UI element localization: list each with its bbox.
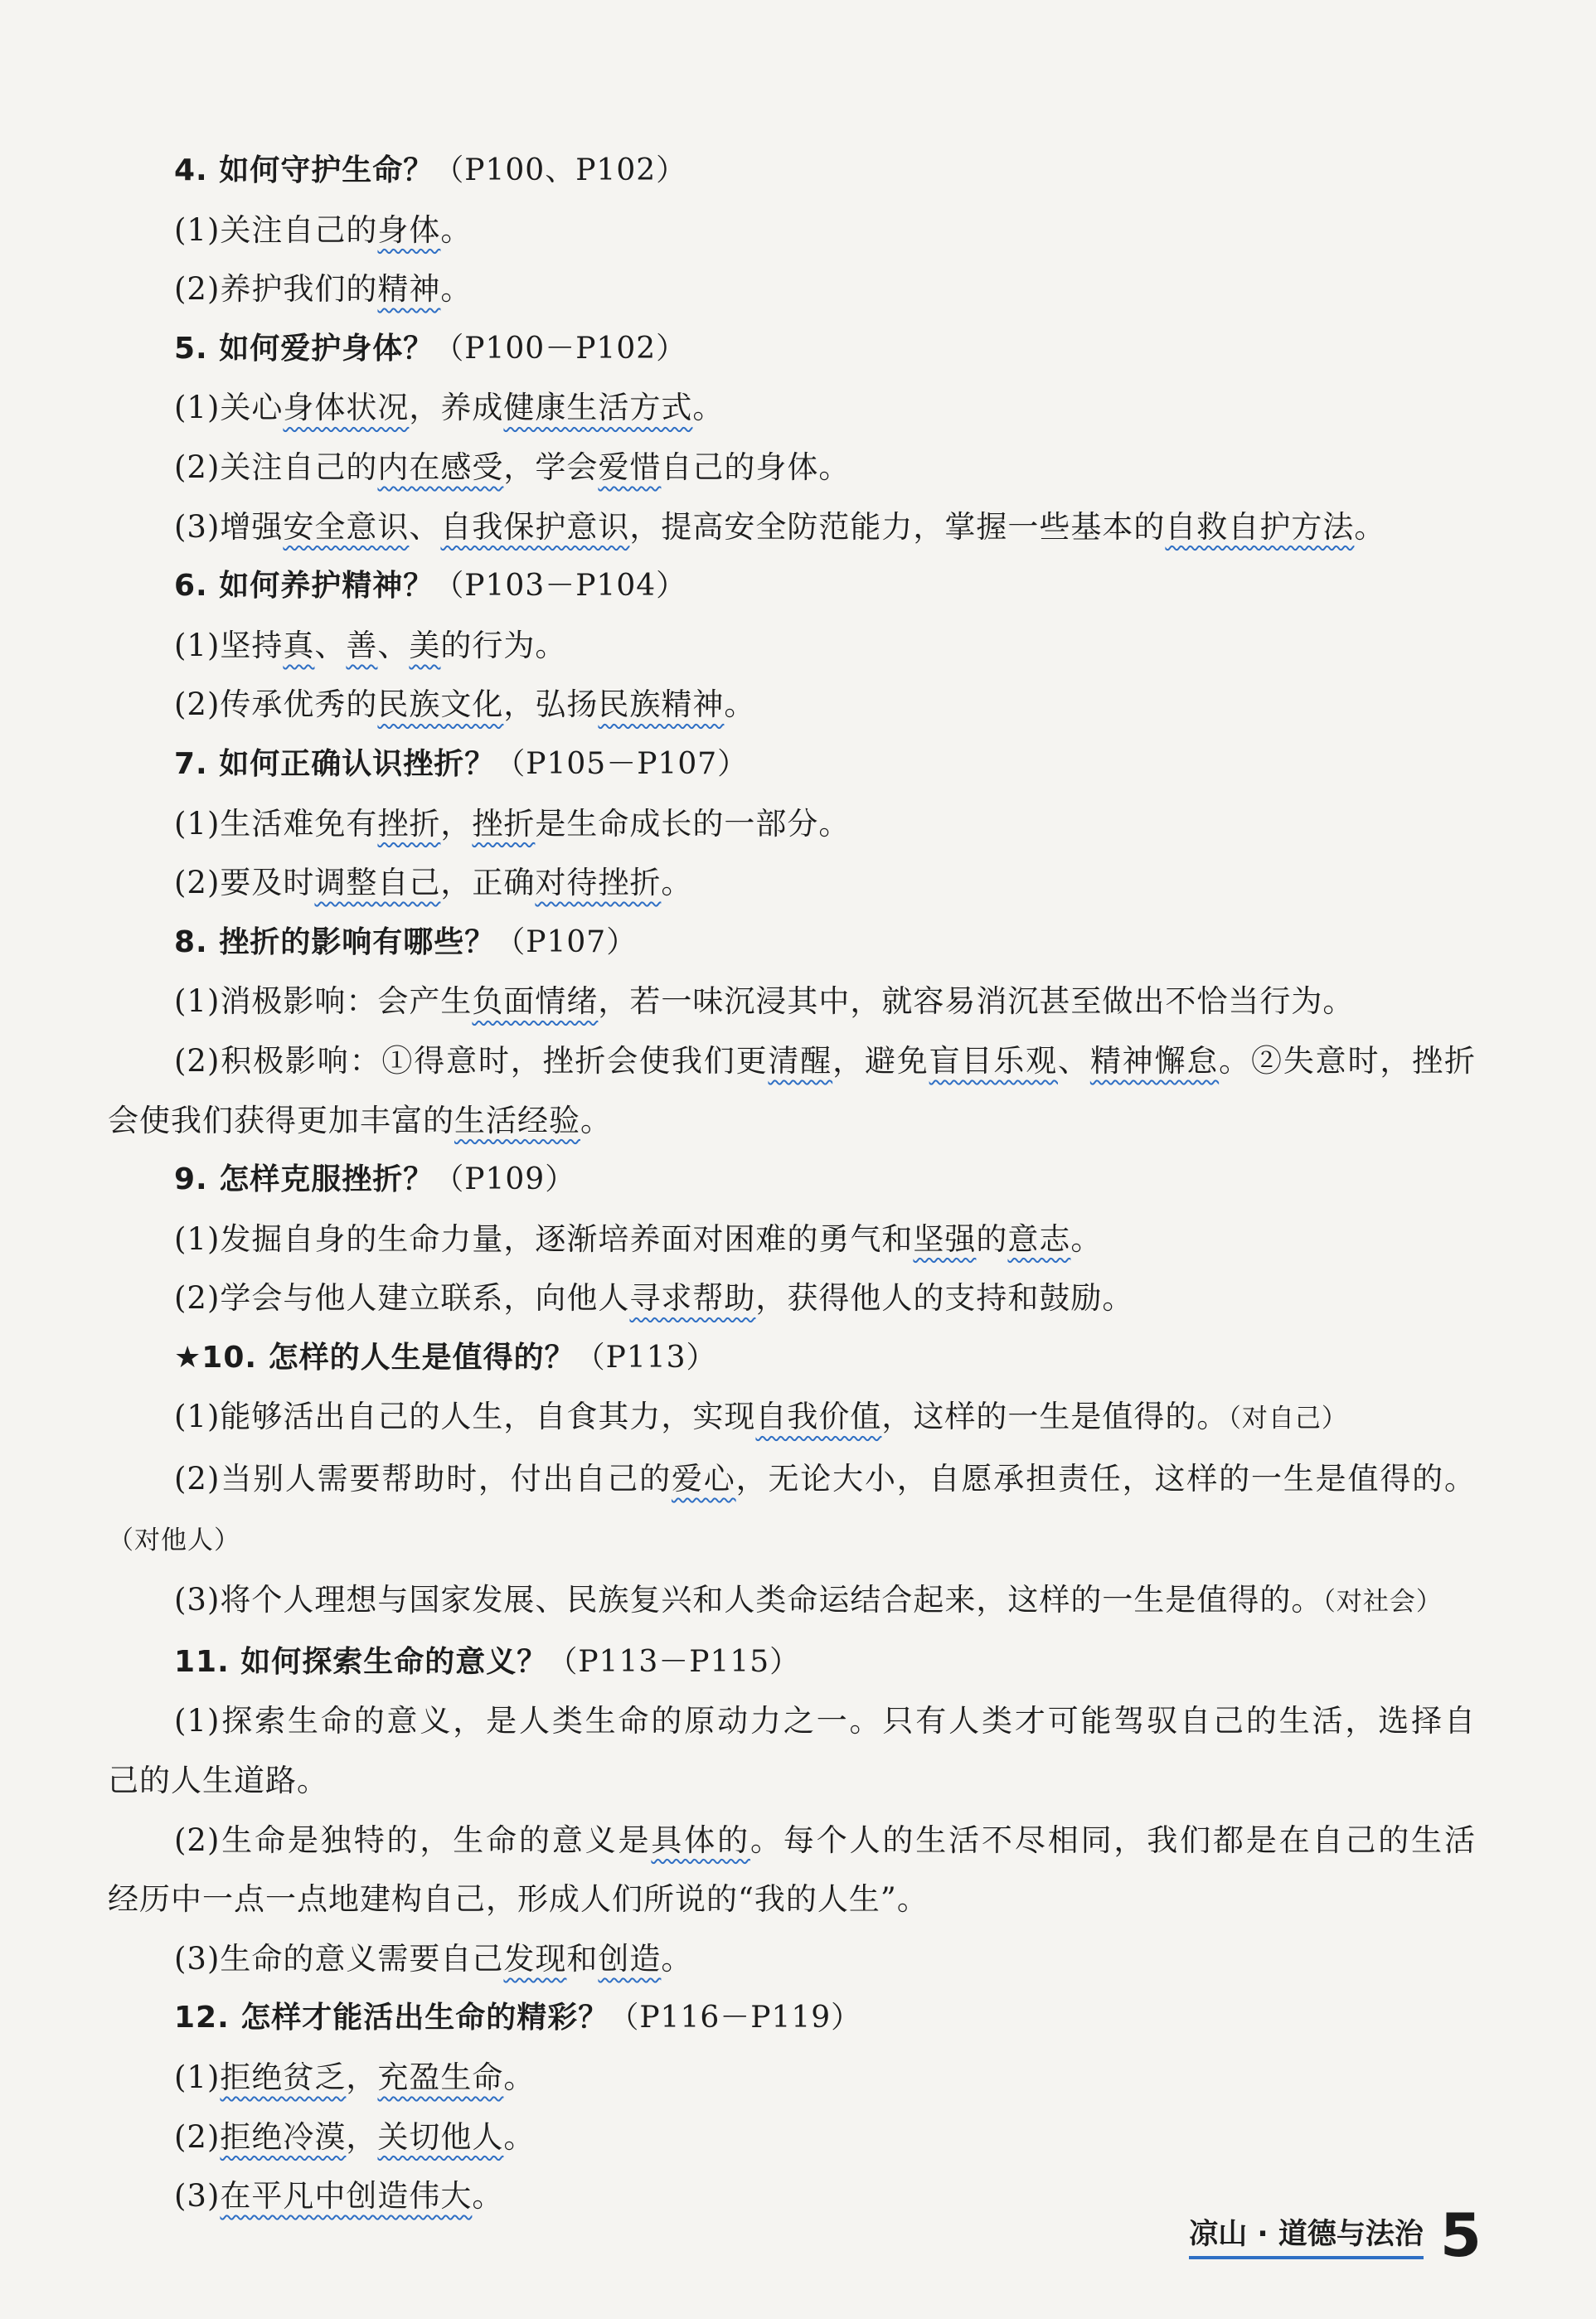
key-term: 身体状况 (283, 390, 410, 426)
text-segment: （对他人） (108, 1525, 240, 1555)
text-segment: 。 (503, 2059, 536, 2095)
text-segment: ，获得他人的支持和鼓励。 (755, 1280, 1134, 1317)
answer-line (108, 1031, 1476, 1091)
page-reference: （P107） (495, 924, 638, 959)
answer-line (108, 1691, 1476, 1751)
key-term: 民族文化 (377, 686, 504, 723)
page-reference: （P100、P102） (434, 153, 687, 187)
footer-brand: 凉山 · 道德与法治 (1189, 2211, 1424, 2259)
text-segment: (1)关注自己的 (174, 211, 378, 248)
key-term: 挫折 (377, 805, 441, 842)
text-segment: (1)探索生命的意义，是人类生命的原动力之一。只有人类才可能驾驭自己的生活，选择自 (174, 1703, 1476, 1739)
text-segment: 。 (440, 211, 473, 248)
text-segment: 11. 如何探索生命的意义？ (174, 1644, 548, 1679)
text-segment: 。 (661, 1940, 693, 1977)
text-segment: (2)生命是独特的，生命的意义是 (174, 1822, 652, 1858)
text-segment: 是生命成长的一部分。 (535, 805, 851, 842)
text-segment: ，无论大小，自愿承担责任，这样的一生是值得的。 (735, 1461, 1477, 1497)
text-segment: 。 (692, 390, 725, 426)
page-reference: （P113－P115） (547, 1644, 801, 1679)
key-term: 在平凡中创造伟大 (220, 2178, 473, 2215)
question-heading (108, 1633, 1476, 1692)
text-segment: (2) (174, 2118, 221, 2155)
answer-continuation (108, 1751, 1476, 1811)
page-reference: （P105－P107） (495, 746, 749, 781)
key-term: 具体的 (651, 1822, 750, 1858)
text-segment: ，弘扬 (503, 686, 599, 723)
text-segment: (1)生活难免有 (174, 805, 378, 842)
key-term: 生活经验 (454, 1102, 580, 1138)
text-segment: 、 (1057, 1042, 1090, 1079)
text-segment: 5. 如何爱护身体？ (174, 331, 434, 366)
text-segment: 。 (724, 686, 756, 723)
text-segment: 自己的身体。 (661, 449, 851, 485)
key-term: 自我保护意识 (440, 508, 630, 545)
text-segment: 。 (503, 2118, 536, 2155)
answer-line (108, 1387, 1476, 1449)
text-segment: 4. 如何守护生命？ (174, 153, 434, 187)
key-term: 关切他人 (377, 2118, 504, 2155)
key-term: 真 (283, 627, 315, 663)
key-term: 爱惜 (598, 449, 662, 485)
key-term: 安全意识 (283, 508, 410, 545)
answer-line (108, 438, 1476, 497)
text-segment: (2)积极影响：①得意时，挫折会使我们更 (174, 1042, 769, 1079)
answer-line (108, 1929, 1476, 1989)
text-segment: 经历中一点一点地建构自己，形成人们所说的“我的人生”。 (108, 1881, 929, 1918)
text-segment: 会使我们获得更加丰富的 (108, 1102, 454, 1138)
key-term: 发现 (503, 1940, 567, 1977)
key-term: 坚强 (913, 1220, 977, 1257)
answer-line (108, 2108, 1476, 2167)
key-term: 意志 (1007, 1220, 1071, 1257)
text-segment: 。②失意时，挫折 (1219, 1042, 1477, 1079)
text-segment: 8. 挫折的影响有哪些？ (174, 924, 496, 959)
key-term: 爱心 (671, 1461, 736, 1497)
text-segment: (2)学会与他人建立联系，向他人 (174, 1280, 630, 1317)
key-term: 身体 (377, 211, 441, 248)
text-segment: 9. 怎样克服挫折？ (174, 1162, 434, 1197)
key-term: 自我价值 (755, 1399, 882, 1435)
text-segment: (1)关心 (174, 390, 284, 426)
answer-line (108, 1210, 1476, 1269)
text-segment: （对自己） (1228, 1404, 1348, 1434)
answer-line (108, 1811, 1476, 1870)
text-segment: 的 (976, 1220, 1008, 1257)
question-heading (108, 1988, 1476, 2048)
key-term: 调整自己 (314, 865, 441, 901)
text-segment: 、 (377, 627, 410, 663)
page-reference: （P103－P104） (434, 569, 687, 604)
answer-line (108, 378, 1476, 438)
text-segment: （对社会） (1322, 1587, 1443, 1618)
question-heading (108, 913, 1476, 973)
key-term: 善 (346, 627, 378, 663)
text-segment: 和 (566, 1940, 599, 1977)
text-segment: ，避免 (832, 1042, 929, 1079)
page-reference: （P113） (575, 1340, 717, 1375)
text-segment: (2)关注自己的 (174, 449, 378, 485)
text-segment: 。 (440, 271, 473, 308)
text-segment: (3) (174, 2178, 221, 2215)
text-segment: (2)养护我们的 (174, 271, 378, 308)
key-term: 拒绝冷漠 (220, 2118, 347, 2155)
key-term: 自救自护方法 (1165, 508, 1355, 545)
answer-line (108, 616, 1476, 676)
text-segment: 。 (1354, 508, 1386, 545)
answer-continuation (108, 1091, 1476, 1151)
page-footer (1189, 2200, 1482, 2270)
page-reference: （P100－P102） (434, 331, 687, 366)
text-segment: ， (346, 2059, 378, 2095)
answer-line (108, 972, 1476, 1031)
text-segment: (1)发掘自身的生命力量，逐渐培养面对困难的勇气和 (174, 1220, 914, 1257)
text-segment: (3)将个人理想与国家发展、民族复兴和人类命运结合起来，这样的一生是值得的。 (174, 1582, 1323, 1618)
answer-line (108, 1570, 1476, 1633)
text-segment: (1)能够活出自己的人生，自食其力，实现 (174, 1399, 756, 1435)
key-term: 精神 (377, 271, 441, 308)
text-segment: ，养成 (409, 390, 504, 426)
text-segment: 6. 如何养护精神？ (174, 569, 434, 604)
answer-line (108, 2048, 1476, 2108)
key-term: 寻求帮助 (629, 1280, 756, 1317)
answer-continuation (108, 1870, 1476, 1929)
key-term: 清醒 (768, 1042, 833, 1079)
answer-line (108, 853, 1476, 913)
text-segment: ，正确 (440, 865, 536, 901)
text-segment: (3)生命的意义需要自己 (174, 1940, 504, 1977)
text-segment: ，这样的一生是值得的。 (881, 1399, 1229, 1435)
text-segment: (1) (174, 2059, 221, 2095)
key-term: 对待挫折 (535, 865, 662, 901)
text-segment: 。每个人的生活不尽相同，我们都是在自己的生活 (750, 1822, 1477, 1858)
text-segment: (2)当别人需要帮助时，付出自己的 (174, 1461, 672, 1497)
key-term: 充盈生命 (377, 2059, 504, 2095)
key-term: 盲目乐观 (929, 1042, 1058, 1079)
key-term: 精神懈怠 (1089, 1042, 1220, 1079)
text-segment: 。 (472, 2178, 504, 2215)
text-segment: ，若一味沉浸其中，就容易消沉甚至做出不恰当行为。 (598, 983, 1355, 1020)
text-segment: 的行为。 (440, 627, 567, 663)
answer-line (108, 260, 1476, 319)
key-term: 创造 (598, 1940, 662, 1977)
text-segment: 、 (314, 627, 347, 663)
answer-continuation (108, 1509, 1476, 1571)
key-term: 民族精神 (598, 686, 725, 723)
key-term: 内在感受 (377, 449, 504, 485)
text-segment: 7. 如何正确认识挫折？ (174, 746, 496, 781)
question-heading (108, 319, 1476, 379)
text-segment: ，学会 (503, 449, 599, 485)
text-segment: (1)坚持 (174, 627, 284, 663)
key-term: 负面情绪 (472, 983, 599, 1020)
key-term: 拒绝贫乏 (220, 2059, 347, 2095)
text-segment: (1)消极影响：会产生 (174, 983, 473, 1020)
key-term: 挫折 (472, 805, 536, 842)
text-segment: 己的人生道路。 (108, 1763, 328, 1799)
text-segment: 。 (580, 1102, 612, 1138)
text-segment: 。 (661, 865, 693, 901)
answer-line (108, 675, 1476, 735)
key-term: 美 (409, 627, 441, 663)
text-segment: (2)传承优秀的 (174, 686, 378, 723)
answer-line (108, 794, 1476, 854)
text-segment: ， (440, 805, 473, 842)
question-heading (108, 1328, 1476, 1388)
key-term: 健康生活方式 (503, 390, 693, 426)
page-reference: （P109） (434, 1162, 576, 1197)
answer-line (108, 201, 1476, 260)
page-reference: （P116－P119） (609, 2001, 862, 2035)
page-number: 5 (1439, 2200, 1482, 2270)
text-segment: ， (346, 2118, 378, 2155)
question-heading (108, 1150, 1476, 1210)
answer-line (108, 497, 1476, 557)
answer-line (108, 1449, 1476, 1509)
question-heading (108, 735, 1476, 794)
answer-line (108, 1269, 1476, 1328)
question-heading (108, 141, 1476, 201)
text-segment: (2)要及时 (174, 865, 315, 901)
text-segment: (3)增强 (174, 508, 284, 545)
text-segment: 、 (409, 508, 441, 545)
text-segment: 。 (1070, 1220, 1103, 1257)
text-segment: 12. 怎样才能活出生命的精彩？ (174, 2001, 609, 2035)
text-segment: ★10. 怎样的人生是值得的？ (174, 1340, 575, 1375)
text-segment: ，提高安全防范能力，掌握一些基本的 (629, 508, 1166, 545)
question-heading (108, 556, 1476, 616)
document-body (108, 141, 1476, 2226)
